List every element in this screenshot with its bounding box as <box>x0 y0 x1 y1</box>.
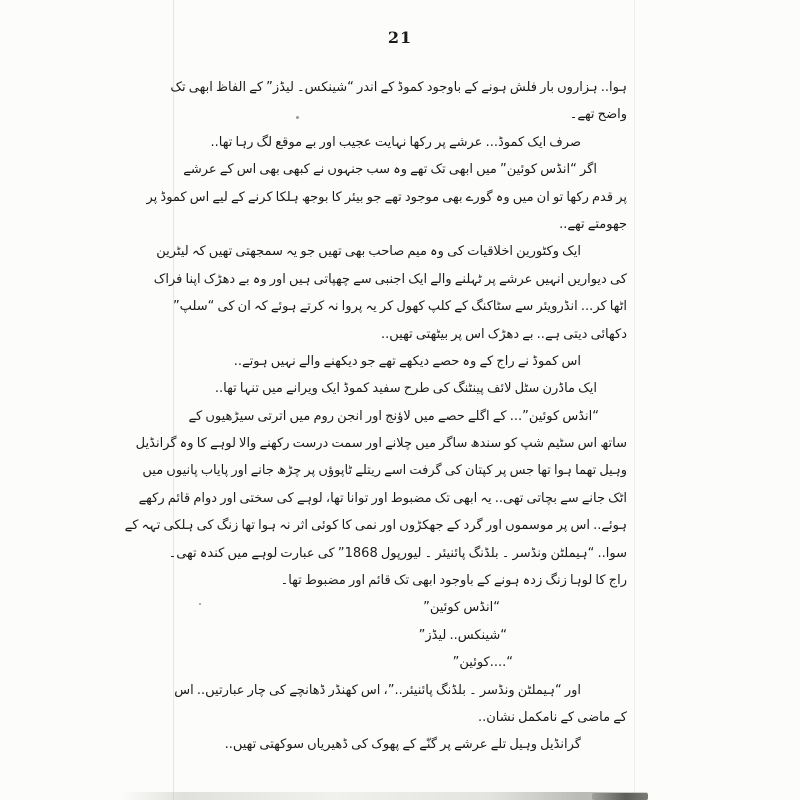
text-line: کے ماضی کے نامکمل نشان.. <box>477 709 627 725</box>
text-line: “انڈس کوئین” <box>423 600 500 616</box>
text-line: اگر “انڈس کوئین” میں ابھی تک تھے وہ سب جنہوں نے کبھی بھی اس کے عرشے <box>183 162 597 178</box>
scan-speck <box>296 116 299 119</box>
text-line: اور “ہیملٹن ونڈسر ۔ بلڈنگ پائنیئر..”، اس کھنڈر ڈھانچے کی چار عبارتیں.. اس <box>174 682 581 698</box>
text-line: وہیل تھما ہوا تھا جس پر کپتان کی گرفت اسے ریتلے ٹاپوؤں پر چڑھ جانے اور پایاب پانیوں میں <box>142 463 627 479</box>
text-line: راج کا لوہا زنگ زدہ ہونے کے باوجود ابھی تک قائم اور مضبوط تھا۔ <box>280 573 627 589</box>
text-line: پر قدم رکھا تو ان میں وہ گورے بھی موجود تھے جو بیئر کا بوجھ ہلکا کرنے کے لیے اس کموڈ پر <box>146 189 627 205</box>
scan-speck <box>199 603 201 605</box>
text-line: اٹک جانے سے بچاتی تھی.. یہ ابھی تک مضبوط اور توانا تھا، لوہے کی سختی اور دوام قائم رکھے <box>138 490 627 506</box>
text-line: ہوئے.. اس پر موسموں اور گرد کے جھکڑوں اور نمی کا کوئی اثر نہ ہوا تھا زنگ کی ہلکی تہہ کے <box>124 518 627 534</box>
text-line: “انڈس کوئین”... کے اگلے حصے میں لاؤنج اور انجن روم میں اترتی سیڑھیوں کے <box>188 408 599 424</box>
scanner-bottom-band <box>120 792 648 800</box>
text-line: ساتھ اس سٹیم شپ کو سندھ ساگر میں چلانے اور سمت درست رکھنے والا لوہے کا وہ گرانڈیل <box>135 436 627 452</box>
text-line: واضح تھے۔ <box>569 107 627 123</box>
text-line: گرانڈیل وہیل تلے عرشے پر گنّے کے پھوک کی ڈھیریاں سوکھتی تھیں.. <box>224 737 581 753</box>
text-line: اس کموڈ نے راج کے وہ حصے دیکھے تھے جو دیکھنے والے نہیں ہوتے.. <box>233 353 581 369</box>
page-edge-line-right <box>634 0 635 800</box>
text-line: ہوا.. ہزاروں بار فلش ہونے کے باوجود کموڈ کے اندر “شینکس۔ لیڈز” کے الفاظ ابھی تک <box>170 80 627 95</box>
text-line: ایک ماڈرن سٹل لائف پینٹنگ کی طرح سفید کموڈ ایک ویرانے میں تنہا تھا.. <box>214 381 597 397</box>
page-number: 21 <box>387 28 413 47</box>
body-text-block <box>100 74 627 759</box>
text-line: “....کوئین” <box>452 655 513 671</box>
text-line: اٹھا کر... انڈرویئر سے سٹاکنگ کے کلپ کھول کر یہ پروا نہ کرتے ہوئے کہ ان کی “سلپ” <box>172 299 627 315</box>
text-line: جھومتے تھے.. <box>559 216 627 232</box>
scanner-dark-smudge <box>592 793 648 800</box>
text-line: “شینکس.. لیڈز” <box>418 627 507 643</box>
text-line: دکھائی دیتی ہے.. بے دھڑک اس پر بیٹھتی تھیں.. <box>381 326 627 342</box>
text-line: ایک وکٹورین اخلاقیات کی وہ میم صاحب بھی تھیں جو یہ سمجھتی تھیں کہ لیٹرین <box>156 244 581 260</box>
text-line: کی دیواریں انہیں عرشے پر ٹہلنے والے ایک اجنبی سے چھپاتی ہیں اور وہ بے دھڑک اپنا فراک <box>153 271 627 287</box>
text-line: سوا.. “ہیملٹن ونڈسر ۔ بلڈنگ پائنیئر ۔ لیورپول 1868” کی عبارت لوہے میں کندہ تھی۔ <box>168 545 627 561</box>
text-line: صرف ایک کموڈ... عرشے پر رکھا نہایت عجیب اور بے موقع لگ رہا تھا.. <box>210 134 581 150</box>
